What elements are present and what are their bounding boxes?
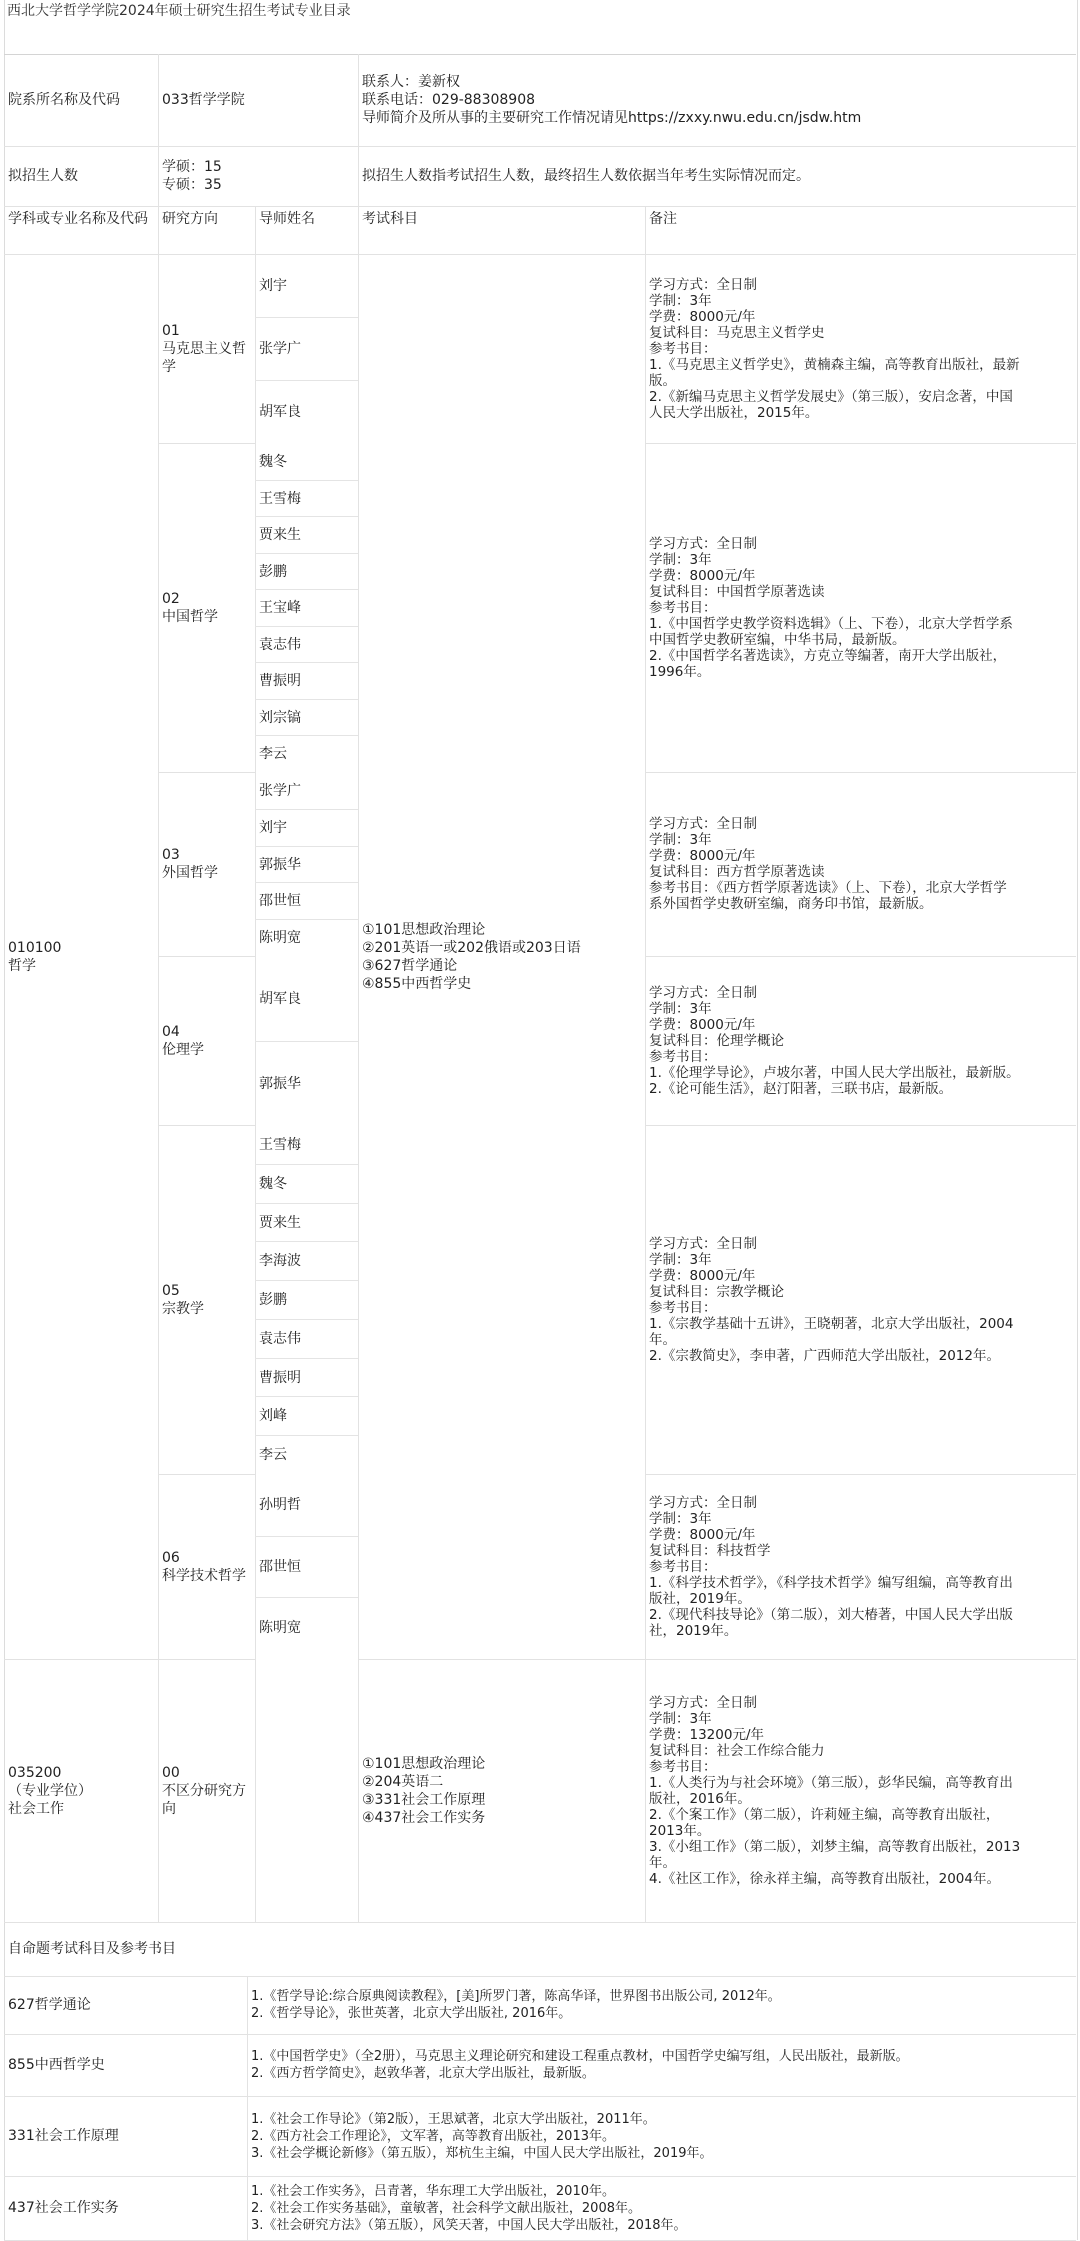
advisor-name-text: 刘峰 bbox=[259, 1407, 287, 1424]
advisor-name bbox=[255, 699, 358, 736]
enroll-values bbox=[158, 146, 358, 206]
grid-line bbox=[358, 1659, 645, 1660]
selfexam-books bbox=[247, 2034, 1076, 2096]
advisor-name-text: 曹振明 bbox=[259, 672, 301, 689]
advisor-name bbox=[255, 317, 358, 380]
note-line: 学习方式：全日制 bbox=[649, 984, 757, 1001]
advisor-name-text: 魏冬 bbox=[259, 453, 287, 470]
advisor-name-text: 陈明宽 bbox=[259, 1620, 301, 1636]
note-line: 学制：3年 bbox=[649, 292, 712, 309]
book-line: 2.《社会工作实务基础》，童敏著，社会科学文献出版社，2008年。 bbox=[251, 2200, 641, 2216]
contact-line: 联系电话：029-88308908 bbox=[362, 92, 536, 108]
direction-name: 马克思主义哲学 bbox=[162, 340, 246, 375]
note-line: 学制：3年 bbox=[649, 551, 712, 568]
dept-label bbox=[4, 54, 158, 146]
note-line: 学习方式：全日制 bbox=[649, 1494, 757, 1511]
advisor-name bbox=[255, 1125, 358, 1164]
selfexam-subject-text: 331社会工作原理 bbox=[8, 2128, 119, 2144]
advisor-name-text: 胡军良 bbox=[259, 403, 301, 420]
selfexam-header-text: 自命题考试科目及参考书目 bbox=[8, 1941, 176, 1957]
note-line: 复试科目：伦理学概论 bbox=[649, 1032, 784, 1049]
note-line: 参考书目： bbox=[649, 1299, 717, 1316]
note-line: 参考书目：《西方哲学原著选读》（上、下卷），北京大学哲学 bbox=[649, 880, 1007, 896]
note-line: 2.《宗教简史》，李申著，广西师范大学出版社，2012年。 bbox=[649, 1347, 1000, 1364]
direction-cell bbox=[158, 443, 255, 772]
advisor-name bbox=[255, 846, 358, 883]
note-line: 学习方式：全日制 bbox=[649, 535, 757, 552]
advisor-name-text: 贾来生 bbox=[259, 526, 301, 543]
exam-subject: ①101思想政治理论 bbox=[362, 921, 486, 938]
advisor-name bbox=[255, 662, 358, 699]
direction-name: 中国哲学 bbox=[162, 608, 218, 625]
advisor-name bbox=[255, 956, 358, 1041]
selfexam-subject bbox=[4, 2096, 247, 2176]
advisor-name bbox=[255, 1041, 358, 1126]
header-text: 备注 bbox=[649, 211, 677, 227]
advisor-name-text: 刘宇 bbox=[259, 819, 287, 836]
direction-cell bbox=[158, 956, 255, 1125]
book-line: 2.《西方哲学简史》，赵敦华著，北京大学出版社，最新版。 bbox=[251, 2066, 595, 2081]
advisor-name-text: 彭鹏 bbox=[259, 563, 287, 580]
note-line: 学费：13200元/年 bbox=[649, 1726, 764, 1743]
enroll-note bbox=[358, 146, 1076, 206]
book-line: 1.《中国哲学史》（全2册），马克思主义理论研究和建设工程重点教材，中国哲学史编写组，人民出版社，最新版。 bbox=[251, 2049, 909, 2064]
note-line: 参考书目： bbox=[649, 599, 717, 616]
note-line: 学制：3年 bbox=[649, 1710, 712, 1727]
advisor-name-text: 张学广 bbox=[259, 340, 301, 357]
advisor-name-text: 李云 bbox=[259, 1446, 287, 1463]
book-line: 2.《西方社会工作理论》，文军著，高等教育出版社，2013年。 bbox=[251, 2128, 615, 2144]
note-line: 年。 bbox=[649, 1331, 676, 1348]
header-cell bbox=[4, 210, 158, 254]
note-line: 4.《社区工作》，徐永祥主编，高等教育出版社，2004年。 bbox=[649, 1870, 1000, 1887]
note-line: 参考书目： bbox=[649, 1048, 717, 1065]
header-cell bbox=[255, 210, 358, 254]
advisor-name bbox=[255, 1319, 358, 1358]
header-text: 学科或专业名称及代码 bbox=[8, 211, 148, 227]
note-line: 参考书目： bbox=[649, 340, 717, 357]
advisor-name bbox=[255, 735, 358, 772]
enroll-label bbox=[4, 146, 158, 206]
note-line: 学费：8000元/年 bbox=[649, 1526, 756, 1543]
direction-code: 05 bbox=[162, 1282, 180, 1299]
note-line: 版社，2016年。 bbox=[649, 1790, 751, 1807]
selfexam-books bbox=[247, 1976, 1076, 2034]
header-text: 研究方向 bbox=[162, 211, 218, 227]
notes-cell bbox=[645, 1659, 1076, 1922]
exam-subjects bbox=[358, 1659, 645, 1922]
exam-subjects bbox=[358, 254, 645, 1659]
notes-cell bbox=[645, 254, 1076, 443]
notes-cell bbox=[645, 443, 1076, 772]
dept-code: 033哲学学院 bbox=[162, 92, 245, 108]
major-name: 哲学 bbox=[8, 957, 36, 974]
note-line: 学习方式：全日制 bbox=[649, 816, 757, 832]
note-line: 1.《伦理学导论》，卢坡尔著，中国人民大学出版社，最新版。 bbox=[649, 1064, 1020, 1081]
advisor-name-text: 王宝峰 bbox=[259, 599, 301, 616]
contact-line: 导师简介及所从事的主要研究工作情况请见https://zxxy.nwu.edu.cn/jsdw.htm bbox=[362, 110, 862, 126]
direction-cell bbox=[158, 254, 255, 443]
direction-name: 伦理学 bbox=[162, 1041, 204, 1058]
exam-subject: ③627哲学通论 bbox=[362, 957, 458, 974]
advisor-name bbox=[255, 1536, 358, 1598]
advisor-name-text: 李海波 bbox=[259, 1252, 301, 1269]
notes-cell bbox=[645, 956, 1076, 1125]
notes-cell bbox=[645, 1474, 1076, 1659]
major-name: 社会工作 bbox=[8, 1800, 64, 1817]
header-cell bbox=[358, 210, 645, 254]
direction-cell bbox=[158, 1474, 255, 1659]
advisor-name-text: 刘宗镐 bbox=[259, 709, 301, 726]
advisor-name bbox=[255, 809, 358, 846]
enroll-label-text: 拟招生人数 bbox=[8, 168, 78, 184]
advisor-name-text: 袁志伟 bbox=[259, 636, 301, 653]
direction-cell bbox=[158, 772, 255, 956]
note-line: 1.《中国哲学史教学资料选辑》（上、下卷），北京大学哲学系 bbox=[649, 615, 1013, 632]
note-line: 学制：3年 bbox=[649, 1510, 712, 1527]
major-code: 035200 bbox=[8, 1764, 62, 1781]
selfexam-subject-text: 855中西哲学史 bbox=[8, 2057, 105, 2073]
advisor-name-text: 曹振明 bbox=[259, 1369, 301, 1386]
direction-code: 04 bbox=[162, 1023, 180, 1040]
direction-code: 01 bbox=[162, 322, 180, 339]
advisor-name-text: 郭振华 bbox=[259, 1075, 301, 1092]
note-line: 学习方式：全日制 bbox=[649, 276, 757, 293]
book-line: 1.《社会工作导论》（第2版），王思斌著，北京大学出版社，2011年。 bbox=[251, 2111, 656, 2127]
direction-code: 03 bbox=[162, 847, 180, 863]
direction-code: 06 bbox=[162, 1549, 180, 1566]
advisor-name-text: 郭振华 bbox=[259, 856, 301, 873]
advisor-name bbox=[255, 1164, 358, 1203]
note-line: 2.《中国哲学名著选读》，方克立等编著，南开大学出版社， bbox=[649, 647, 1007, 664]
advisor-name-text: 王雪梅 bbox=[259, 1136, 301, 1153]
exam-subject: ④437社会工作实务 bbox=[362, 1809, 486, 1826]
advisor-name bbox=[255, 772, 358, 809]
note-line: 人民大学出版社，2015年。 bbox=[649, 404, 819, 421]
selfexam-subject bbox=[4, 2176, 247, 2240]
selfexam-books bbox=[247, 2176, 1076, 2240]
note-line: 3.《小组工作》（第二版），刘梦主编，高等教育出版社，2013 bbox=[649, 1838, 1021, 1855]
advisor-name-text: 胡军良 bbox=[259, 990, 301, 1007]
advisor-name-text: 张学广 bbox=[259, 782, 301, 799]
dept-contact bbox=[358, 54, 1076, 146]
direction-code: 00 bbox=[162, 1764, 180, 1781]
advisor-name bbox=[255, 1435, 358, 1474]
direction-name: 宗教学 bbox=[162, 1300, 204, 1317]
notes-cell bbox=[645, 1125, 1076, 1474]
advisor-name bbox=[255, 882, 358, 919]
direction-name: 不区分研究方向 bbox=[162, 1782, 246, 1817]
note-line: 学费：8000元/年 bbox=[649, 567, 756, 584]
enroll-note-text: 拟招生人数指考试招生人数，最终招生人数依据当年考生实际情况而定。 bbox=[362, 168, 810, 184]
advisor-name-text: 孙明哲 bbox=[259, 1497, 301, 1513]
page-title: 西北大学哲学学院2024年硕士研究生招生考试专业目录 bbox=[7, 3, 351, 19]
selfexam-subject-text: 627哲学通论 bbox=[8, 1997, 91, 2013]
header-cell bbox=[158, 210, 255, 254]
selfexam-subject bbox=[4, 2034, 247, 2096]
note-line: 社，2019年。 bbox=[649, 1622, 738, 1639]
major-cell bbox=[4, 1659, 158, 1922]
exam-subject: ③331社会工作原理 bbox=[362, 1791, 486, 1808]
note-line: 2.《论可能生活》，赵汀阳著，三联书店，最新版。 bbox=[649, 1080, 953, 1097]
note-line: 复试科目：西方哲学原著选读 bbox=[649, 864, 825, 880]
exam-subject: ②201英语一或202俄语或203日语 bbox=[362, 939, 581, 956]
advisor-name bbox=[255, 1358, 358, 1397]
note-line: 学习方式：全日制 bbox=[649, 1694, 757, 1711]
note-line: 学费：8000元/年 bbox=[649, 1267, 756, 1284]
advisor-name bbox=[255, 1597, 358, 1659]
note-line: 2.《新编马克思主义哲学发展史》（第三版），安启念著，中国 bbox=[649, 388, 1013, 405]
advisor-name bbox=[255, 919, 358, 956]
note-line: 系外国哲学史教研室编，商务印书馆，最新版。 bbox=[649, 896, 933, 912]
note-line: 学费：8000元/年 bbox=[649, 308, 756, 325]
header-text: 考试科目 bbox=[362, 211, 418, 227]
advisor-name bbox=[255, 254, 358, 317]
note-line: 复试科目：宗教学概论 bbox=[649, 1283, 784, 1300]
selfexam-header bbox=[4, 1922, 1076, 1976]
selfexam-subject-text: 437社会工作实务 bbox=[8, 2200, 119, 2216]
exam-subject: ①101思想政治理论 bbox=[362, 1755, 486, 1772]
note-line: 学费：8000元/年 bbox=[649, 848, 756, 864]
contact-line: 联系人：姜新权 bbox=[362, 74, 460, 90]
direction-code: 02 bbox=[162, 590, 180, 607]
note-line: 复试科目：社会工作综合能力 bbox=[649, 1742, 825, 1759]
note-line: 1.《人类行为与社会环境》（第三版），彭华民编，高等教育出 bbox=[649, 1774, 1013, 1791]
major-qualifier: （专业学位） bbox=[8, 1782, 92, 1799]
exam-subject: ④855中西哲学史 bbox=[362, 975, 472, 992]
note-line: 版社，2019年。 bbox=[649, 1590, 751, 1607]
note-line: 参考书目： bbox=[649, 1758, 717, 1775]
advisor-name-text: 邵世恒 bbox=[259, 892, 301, 909]
note-line: 1.《马克思主义哲学史》，黄楠森主编，高等教育出版社，最新 bbox=[649, 356, 1020, 373]
advisor-name-text: 贾来生 bbox=[259, 1214, 301, 1231]
note-line: 2.《现代科技导论》（第二版），刘大椿著，中国人民大学出版 bbox=[649, 1606, 1013, 1623]
advisor-name bbox=[255, 516, 358, 553]
advisor-name bbox=[255, 380, 358, 443]
advisor-name bbox=[255, 480, 358, 517]
note-line: 学制：3年 bbox=[649, 1000, 712, 1017]
advisor-name bbox=[255, 626, 358, 663]
advisor-name bbox=[255, 1280, 358, 1319]
direction-name: 科学技术哲学 bbox=[162, 1567, 246, 1584]
selfexam-subject bbox=[4, 1976, 247, 2034]
direction-cell bbox=[158, 1125, 255, 1474]
advisor-name bbox=[255, 1474, 358, 1536]
note-line: 学制：3年 bbox=[649, 832, 712, 848]
direction-name: 外国哲学 bbox=[162, 865, 218, 881]
note-line: 1996年。 bbox=[649, 663, 711, 680]
exam-subject: ②204英语二 bbox=[362, 1773, 444, 1790]
note-line: 中国哲学史教研室编，中华书局，最新版。 bbox=[649, 631, 906, 648]
advisor-name-text: 袁志伟 bbox=[259, 1330, 301, 1347]
note-line: 学制：3年 bbox=[649, 1251, 712, 1268]
notes-cell bbox=[645, 772, 1076, 956]
note-line: 1.《宗教学基础十五讲》，王晓朝著，北京大学出版社，2004 bbox=[649, 1315, 1014, 1332]
header-cell bbox=[645, 210, 1076, 254]
advisor-name bbox=[255, 1396, 358, 1435]
book-line: 3.《社会研究方法》（第五版），风笑天著，中国人民大学出版社，2018年。 bbox=[251, 2217, 687, 2233]
note-line: 复试科目：马克思主义哲学史 bbox=[649, 324, 825, 341]
enroll-count: 专硕：35 bbox=[162, 177, 222, 193]
dept-value bbox=[158, 54, 358, 146]
note-line: 1.《科学技术哲学》，《科学技术哲学》编写组编，高等教育出 bbox=[649, 1574, 1013, 1591]
advisor-name-text: 彭鹏 bbox=[259, 1291, 287, 1308]
book-line: 3.《社会学概论新修》（第五版），郑杭生主编，中国人民大学出版社，2019年。 bbox=[251, 2145, 713, 2161]
note-line: 复试科目：中国哲学原著选读 bbox=[649, 583, 825, 600]
advisor-name-text: 魏冬 bbox=[259, 1175, 287, 1192]
grid-line bbox=[4, 206, 1076, 207]
dept-label-text: 院系所名称及代码 bbox=[8, 92, 120, 108]
direction-cell bbox=[158, 1659, 255, 1922]
header-text: 导师姓名 bbox=[259, 211, 315, 227]
grid-line bbox=[4, 1659, 158, 1660]
advisor-name bbox=[255, 1203, 358, 1242]
advisor-name-text: 李云 bbox=[259, 745, 287, 762]
note-line: 2013年。 bbox=[649, 1822, 711, 1839]
enroll-count: 学硕：15 bbox=[162, 159, 222, 175]
advisor-name bbox=[255, 553, 358, 590]
note-line: 2.《个案工作》（第二版），许莉娅主编，高等教育出版社， bbox=[649, 1806, 1000, 1823]
note-line: 复试科目：科技哲学 bbox=[649, 1542, 771, 1559]
advisor-name-text: 陈明宽 bbox=[259, 929, 301, 946]
major-cell bbox=[4, 254, 158, 1659]
major-code: 010100 bbox=[8, 939, 62, 956]
advisor-name bbox=[255, 1241, 358, 1280]
book-line: 2.《哲学导论》，张世英著，北京大学出版社, 2016年。 bbox=[251, 2006, 572, 2021]
note-line: 学费：8000元/年 bbox=[649, 1016, 756, 1033]
note-line: 版。 bbox=[649, 372, 676, 389]
note-line: 参考书目： bbox=[649, 1558, 717, 1575]
advisor-name-text: 刘宇 bbox=[259, 277, 287, 294]
book-line: 1.《社会工作实务》，吕青著，华东理工大学出版社，2010年。 bbox=[251, 2183, 615, 2199]
note-line: 学习方式：全日制 bbox=[649, 1235, 757, 1252]
selfexam-books bbox=[247, 2096, 1076, 2176]
note-line: 年。 bbox=[649, 1854, 676, 1871]
advisor-name-text: 邵世恒 bbox=[259, 1559, 301, 1575]
advisor-name-text: 王雪梅 bbox=[259, 490, 301, 507]
book-line: 1.《哲学导论:综合原典阅读教程》，[美]所罗门著，陈高华译，世界图书出版公司, 2012年。 bbox=[251, 1989, 781, 2004]
advisor-name bbox=[255, 443, 358, 480]
advisor-name bbox=[255, 589, 358, 626]
